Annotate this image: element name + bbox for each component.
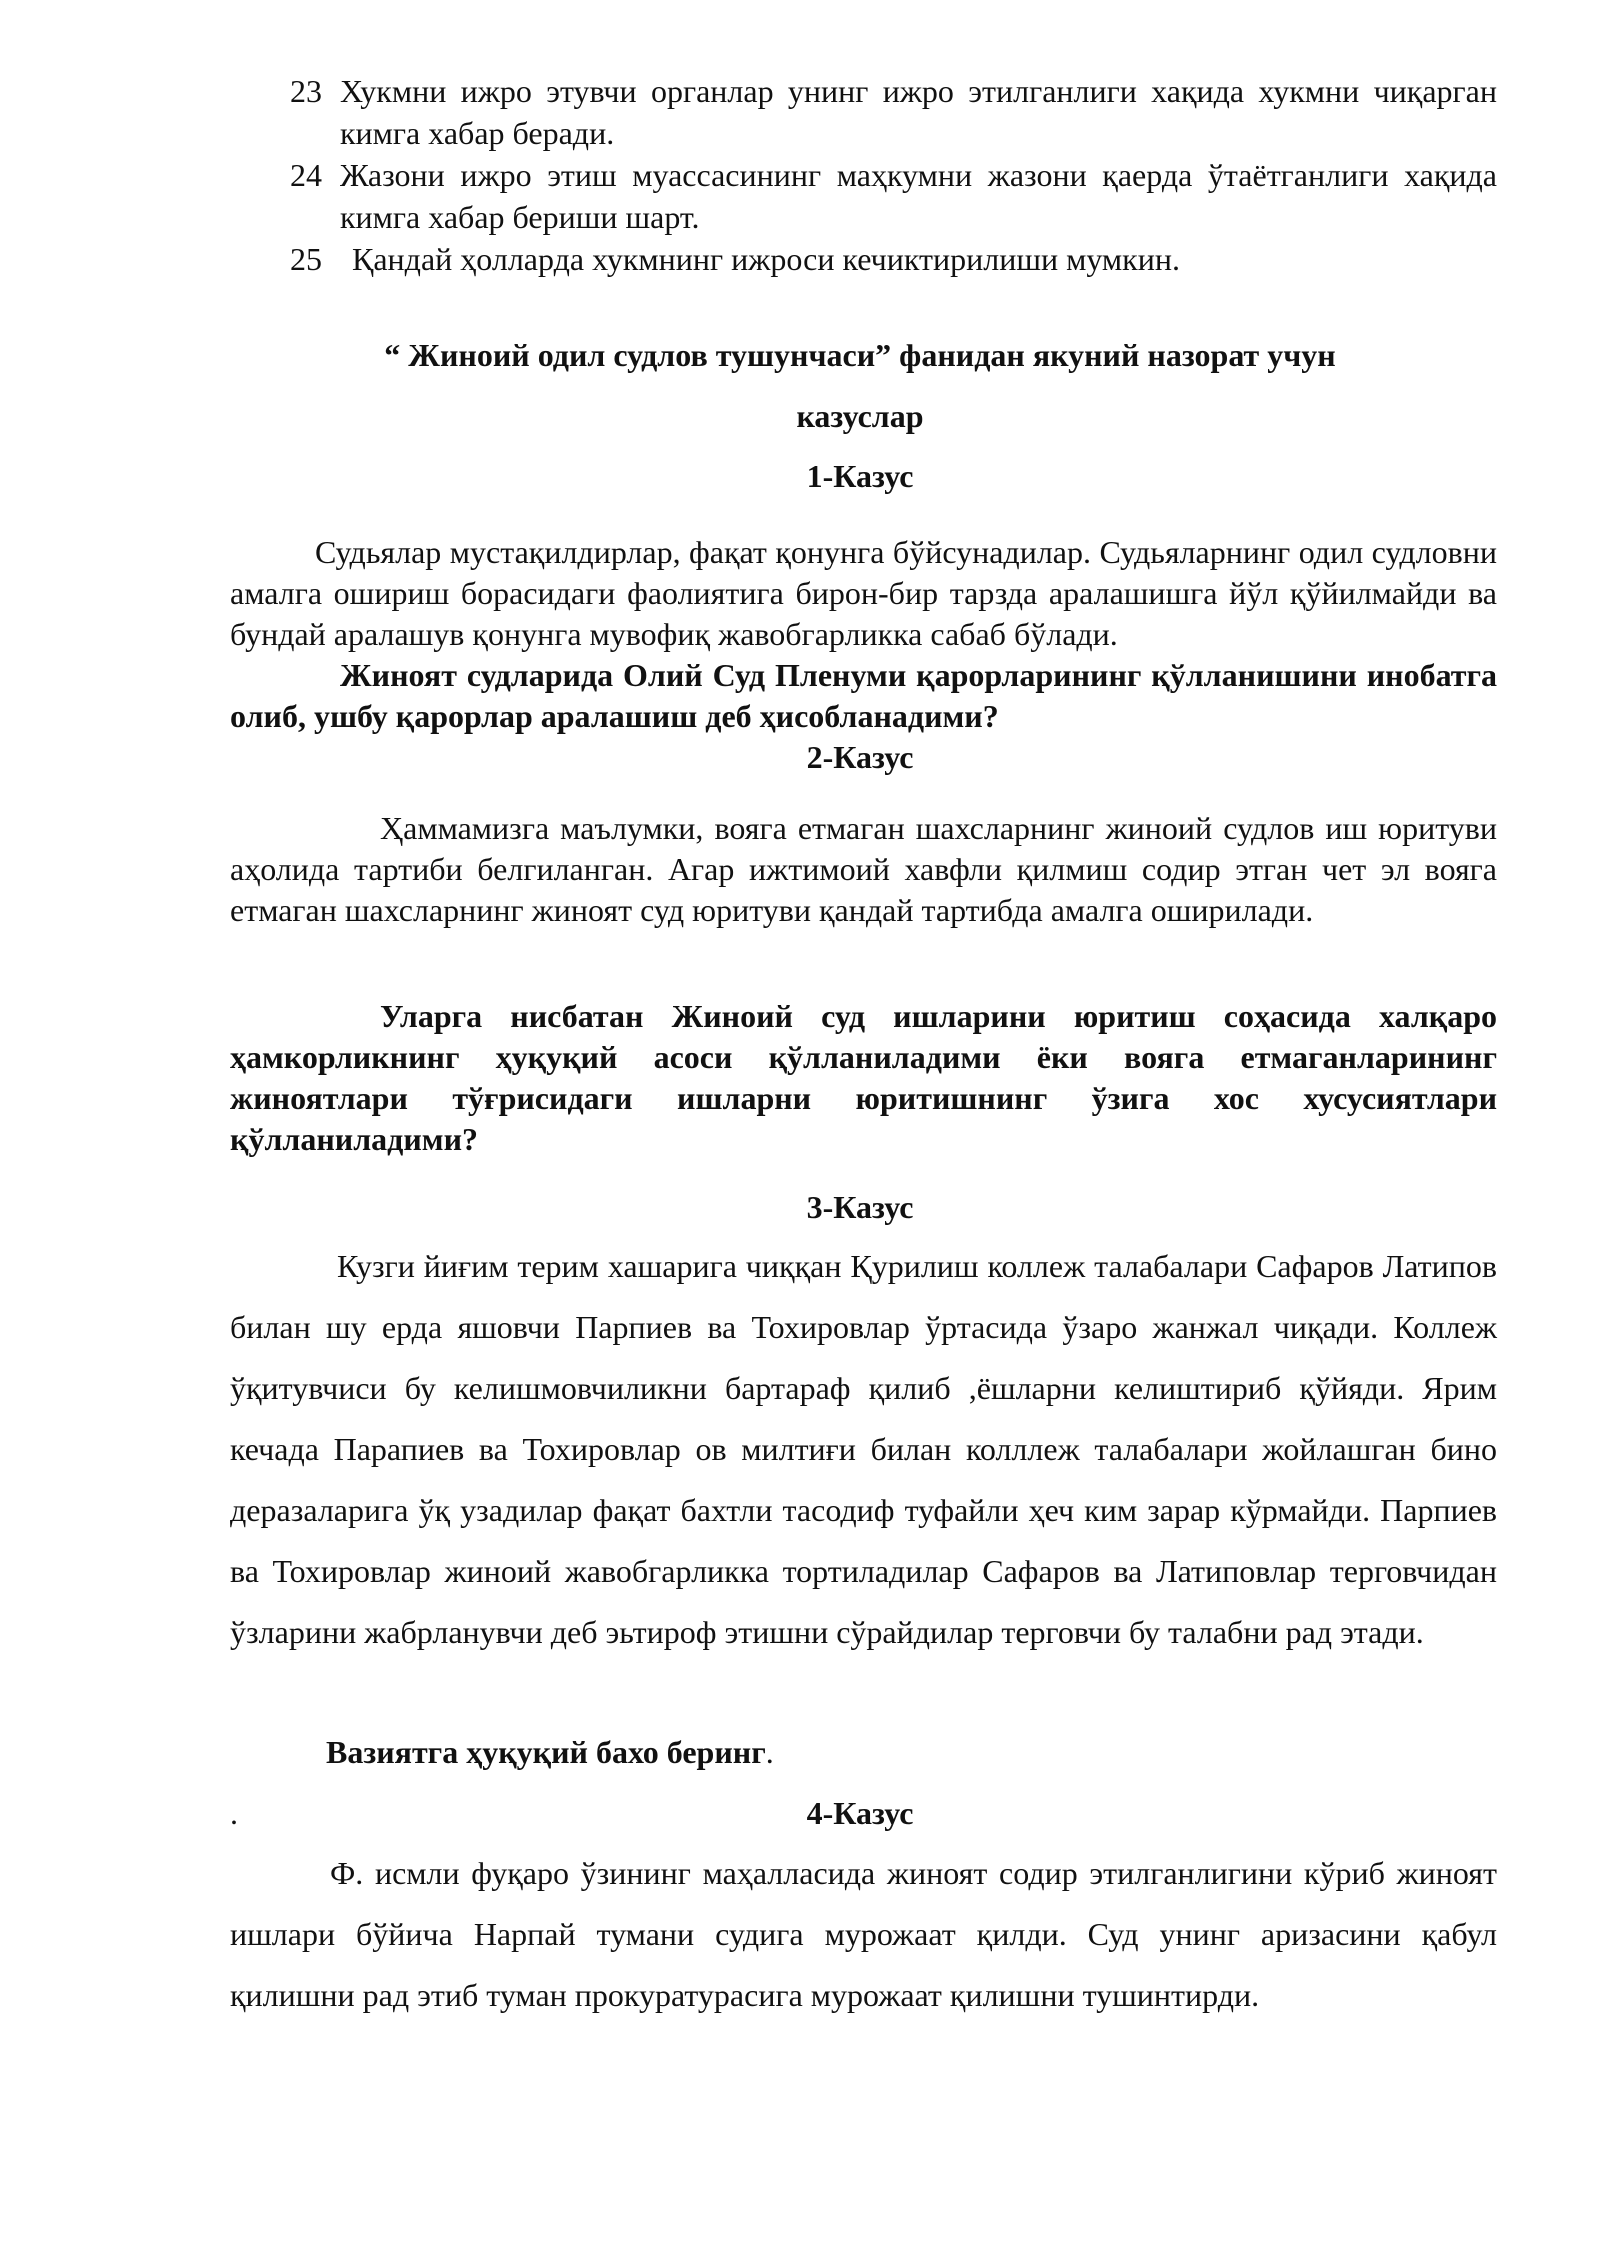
case-3-question [326, 1731, 774, 1773]
list-item-number: 25 [290, 241, 322, 277]
list-item-text: Жазони ижро этиш муассасининг маҳкумни жазони қаерда ўтаётганлиги хақида кимга хабар бериши шарт. [340, 157, 1497, 235]
case-3-heading: 3-Казус [806, 1189, 914, 1225]
case-2-question: Уларга нисбатан Жиноий суд ишларини юритиш соҳасида халқаро ҳамкорликнинг ҳуқуқий асоси қўлланиладими ёки вояга етмаганларининг жиноятлари тўғрисидаги ишларни юритишнинг ўзига хос хусусиятлари қўлланиладими? [230, 998, 1497, 1157]
list-item-number: 23 [290, 73, 322, 109]
numbered-question-list [290, 70, 1497, 280]
case-3-question-end: . [765, 1734, 774, 1770]
case-4-body: Ф. исмли фуқаро ўзининг маҳалласида жиноят содир этилганлигини кўриб жиноят ишлари бўйича Нарпай тумани судига мурожаат қилди. Суд унинг аризасини қабул қилишни рад этиб туман прокуратурасига мурожаат қилишни тушинтирди. [230, 1855, 1497, 2013]
document-title: “ Жиноий одил судлов тушунчаси” фанидан якуний назорат учун [384, 337, 1336, 373]
case-3-body: Кузги йиғим терим хашарига чиққан Қурилиш коллеж талабалари Сафаров Латипов билан шу ерда яшовчи Парпиев ва Тохировлар ўртасида ўзаро жанжал чиқади. Коллеж ўқитувчиси бу келишмовчиликни бартараф қилиб ,ёшларни келиштириб қўйяди. Ярим кечада Парапиев ва Тохировлар ов милтиғи билан колллеж талабалари жойлашган бино деразаларига ўқ узадилар фақат бахтли тасодиф туфайли ҳеч ким зарар кўрмайди. Парпиев ва Тохировлар жиноий жавобгарликка тортиладилар Сафаров ва Латиповлар терговчидан ўзларини жабрланувчи деб эьтироф этишни сўрайдилар терговчи бу талабни рад этади. [230, 1248, 1497, 1650]
list-item-text: Қандай ҳолларда хукмнинг ижроси кечиктирилиши мумкин. [352, 241, 1180, 277]
list-item [290, 154, 1497, 238]
list-item-text: Хукмни ижро этувчи органлар унинг ижро этилганлиги хақида хукмни чиқарган кимга хабар беради. [340, 73, 1497, 151]
case-4-heading: 4-Казус [806, 1795, 914, 1831]
case-1-body: Судьялар мустақилдирлар, фақат қонунга бўйсунадилар. Судьяларнинг одил судловни амалга ошириш борасидаги фаолиятига бирон-бир тарзда аралашишга йўл қўйилмайди ва бундай аралашув қонунга мувофиқ жавобгарликка сабаб бўлади. [230, 534, 1497, 652]
case-1-question: Жиноят судларида Олий Суд Пленуми қарорларининг қўлланишини инобатга олиб, ушбу қарорлар аралашиш деб ҳисобланадими? [230, 657, 1497, 734]
case-2-body: Ҳаммамизга маълумки, вояга етмаган шахсларнинг жиноий судлов иш юритуви аҳолида тартиби белгиланган. Агар ижтимоий хавфли қилмиш содир этган чет эл вояга етмаган шахсларнинг жиноят суд юритуви қандай тартибда амалга оширилади. [230, 810, 1497, 928]
case-1-heading: 1-Казус [806, 458, 914, 494]
case-4-marker: . [230, 1795, 238, 1831]
case-3-question-text: Вазиятга ҳуқуқий бахо беринг [326, 1734, 766, 1770]
case-2-heading: 2-Казус [806, 739, 914, 775]
list-item [290, 238, 1497, 280]
list-item-number: 24 [290, 157, 322, 193]
list-item [290, 70, 1497, 154]
document-subtitle: казуслар [796, 398, 924, 434]
